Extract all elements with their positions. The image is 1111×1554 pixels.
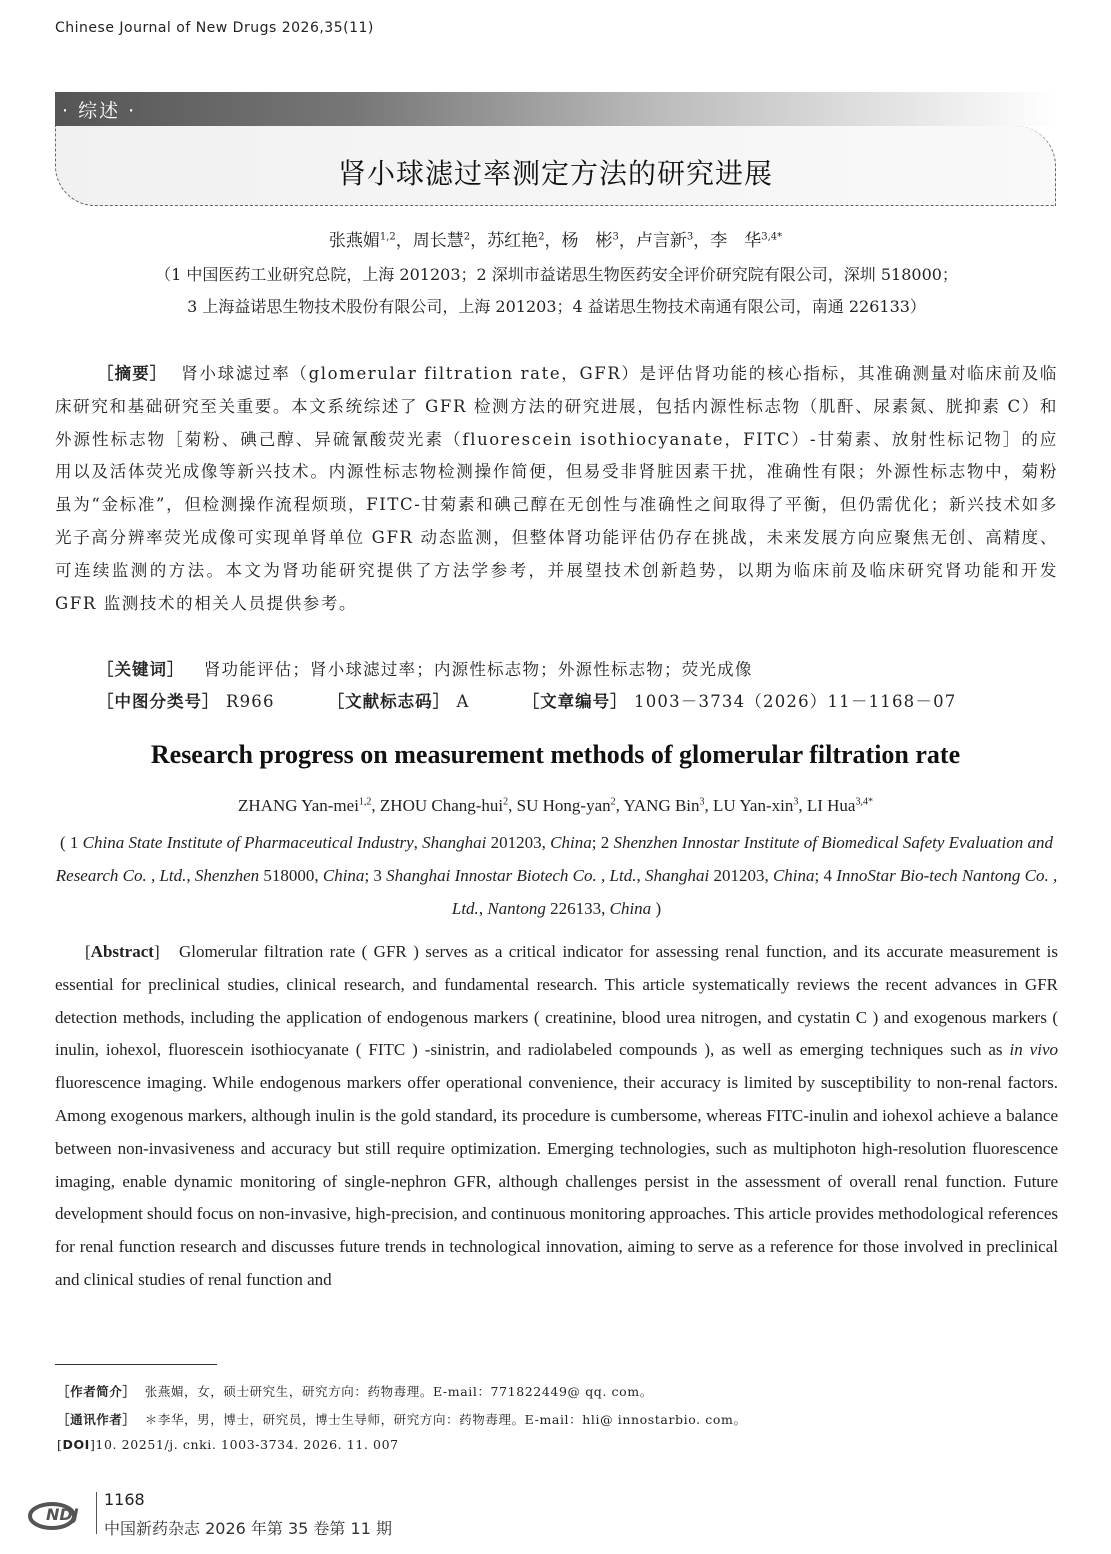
en-author-affil-sup: 3: [699, 796, 705, 808]
footnote-doi: [DOI]10. 20251/j. cnki. 1003-3734. 2026. 11. 007: [57, 1437, 399, 1452]
en-author-name: ZHOU Chang-hui: [379, 796, 504, 815]
footer-divider: [96, 1492, 97, 1534]
footnote-doi-label: DOI: [62, 1437, 90, 1452]
cn-author-separator: ，: [618, 231, 636, 251]
doc-code-value: A: [456, 692, 470, 711]
article-no-value: 1003－3734（2026）11－1168－07: [634, 692, 957, 711]
journal-logo-icon: [26, 1492, 92, 1534]
en-authors: [0, 796, 1111, 816]
en-affil-postcode: 201203,: [709, 866, 773, 885]
en-affil-institution: Shanghai Innostar Biotech Co. , Ltd.: [386, 866, 637, 885]
en-affil-country: China: [550, 833, 592, 852]
en-affil-number: 3: [373, 866, 387, 885]
en-affil-institution: InnoStar Bio-tech Nantong Co. , Ltd.: [451, 866, 1058, 918]
footer-journal-name: 中国新药杂志 2026 年第 35 卷第 11 期: [104, 1519, 392, 1538]
en-affil-postcode: 201203,: [486, 833, 551, 852]
cn-author-name: 苏红艳: [487, 231, 539, 251]
cn-abstract-label: ［摘要］: [97, 364, 168, 383]
en-affil-country: China: [609, 899, 652, 918]
keywords-text: 肾功能评估；肾小球滤过率；内源性标志物；外源性标志物；荧光成像: [203, 660, 753, 679]
en-affil-city: Nantong: [487, 899, 546, 918]
en-affil-postcode: 226133,: [545, 899, 610, 918]
cn-author-separator: ，: [470, 231, 488, 251]
footnote-author-label: ［作者简介］: [57, 1384, 136, 1399]
cn-affiliation-line-1: （1 中国医药工业研究总院，上海 201203；2 深圳市益诺思生物医药安全评价研究院有限公司，深圳 518000；: [155, 265, 958, 284]
en-author-affil-sup: 1,2: [358, 796, 372, 808]
en-affil-country: China: [322, 866, 365, 885]
en-abstract-open-bracket: [: [85, 942, 91, 961]
en-affiliations: ( 1 China State Institute of Pharmaceutical Industry, Shanghai 201203, China; 2 Shenzhen Innostar Institute of Biomedical Safety Evaluation and Research Co. , Ltd., Shenzhen 518000, China; 3 Shanghai Innostar Biotech Co. , Ltd., Shanghai 201203, China; 4 InnoStar Bio-tech Nantong Co. , Ltd., Nantong 226133, China ): [55, 833, 1058, 918]
en-author-affil-sup: 2: [610, 796, 616, 808]
en-affil-city: Shenzhen: [194, 866, 260, 885]
en-affil-institution: China State Institute of Pharmaceutical Industry: [82, 833, 414, 852]
footnote-divider: [55, 1364, 217, 1365]
cn-author-name: 李 华: [710, 231, 762, 251]
logo-text: NDJ: [46, 1505, 79, 1524]
footnote-corr-text: ＊李华，男，博士，研究员，博士生导师，研究方向：药物毒理。E-mail：hli@ innostarbio. com。: [144, 1412, 747, 1427]
en-abstract-text-2: fluorescence imaging. While endogenous markers offer operational convenience, their accuracy is limited by susceptibility to non-renal factors. Among exogenous markers, although inulin is the gold standard, its procedure is cumbersome, whereas FITC-inulin and iohexol achieve a balance between non-invasiveness and accuracy but still require optimization. Emerging technologies, such as multiphoton high-resolution fluorescence imaging, enable dynamic monitoring of single-nephron GFR, although challenges persist in the assessment of overall renal function. Future development should focus on non-invasive, high-precision, and continuous monitoring approaches. This article provides methodological references for renal function research and discusses future trends in technological innovation, aiming to serve as a reference for those involved in preclinical and clinical studies of renal function and: [55, 1073, 1058, 1289]
keywords-line: [97, 656, 753, 680]
cn-author-separator: ，: [693, 231, 711, 251]
en-affil-city: Shanghai: [644, 866, 710, 885]
cn-title: 肾小球滤过率测定方法的研究进展: [337, 157, 773, 190]
en-title: Research progress on measurement methods of glomerular filtration rate: [150, 740, 961, 769]
cn-author-affil-sup: 3: [612, 231, 619, 243]
cn-author-separator: ，: [544, 231, 562, 251]
en-author-separator: ,: [508, 796, 517, 815]
footnote-corr-label: ［通讯作者］: [57, 1412, 136, 1427]
en-author-affil-sup: 3,4*: [855, 796, 873, 808]
en-author-name: LI Hua: [806, 796, 856, 815]
en-author-separator: ,: [371, 796, 380, 815]
section-label: · 综述 ·: [62, 100, 137, 122]
en-author-name: YANG Bin: [623, 796, 700, 815]
footnote-author: [57, 1382, 653, 1400]
en-abstract: [55, 936, 1058, 1297]
cn-authors: [0, 226, 1111, 251]
en-abstract-text-1: Glomerular filtration rate ( GFR ) serves as a critical indicator for assessing renal function, and its accurate measurement is essential for preclinical studies, clinical research, and fundamental research. This article systematically reviews the recent advances in GFR detection methods, including the application of endogenous markers ( creatinine, blood urea nitrogen, and cystatin C ) and exogenous markers ( inulin, iohexol, fluorescein isothiocyanate ( FITC ) -sinistrin, and radiolabeled compounds ), as well as emerging techniques such as: [55, 942, 1058, 1060]
cn-author-separator: ，: [395, 231, 413, 251]
cn-author-affil-sup: 2: [538, 231, 545, 243]
en-affil-number: 2: [600, 833, 614, 852]
cn-author-name: 周长慧: [412, 231, 464, 251]
cn-author-name: 杨 彬: [561, 231, 613, 251]
en-abstract-italic: in vivo: [1009, 1040, 1058, 1060]
footnote-author-text: 张燕媚，女，硕士研究生，研究方向：药物毒理。E-mail：771822449@ qq. com。: [144, 1384, 653, 1399]
footnote-corresponding: [57, 1410, 747, 1428]
en-affil-institution: Shenzhen Innostar Institute of Biomedical Safety Evaluation and Research Co. , Ltd.: [55, 833, 1054, 885]
keywords-label: ［关键词］: [97, 660, 185, 679]
cn-author-name: 张燕媚: [328, 231, 380, 251]
classification-label: ［中图分类号］: [97, 692, 220, 711]
classification-line: [97, 688, 956, 712]
cn-author-affil-sup: 3,4*: [761, 231, 783, 243]
journal-header: Chinese Journal of New Drugs 2026,35(11): [55, 20, 374, 36]
cn-author-affil-sup: 1,2: [379, 231, 396, 243]
doc-code-label: ［文献标志码］: [327, 692, 451, 711]
classification-value: R966: [225, 692, 275, 711]
cn-author-affil-sup: 2: [463, 231, 471, 243]
cn-abstract-text: 肾小球滤过率（glomerular filtration rate，GFR）是评估肾功能的核心指标，其准确测量对临床前及临床研究和基础研究至关重要。本文系统综述了 GFR 检测方法的研究进展，包括内源性标志物（肌酐、尿素氮、胱抑素 C）和外源性标志物［菊粉、碘己醇、异硫氰酸荧光素（fluorescein isothiocyanate，FITC）-甘菊素、放射性标记物］的应用以及活体荧光成像等新兴技术。内源性标志物检测操作简便，但易受非肾脏因素干扰，准确性有限；外源性标志物中，菊粉虽为“金标准”，但检测操作流程烦琐，FITC-甘菊素和碘己醇在无创性与准确性之间取得了平衡，但仍需优化；新兴技术如多光子高分辨率荧光成像可实现单肾单位 GFR 动态监测，但整体肾功能评估仍存在挑战，未来发展方向应聚焦无创、高精度、可连续监测的方法。本文为肾功能研究提供了方法学参考，并展望技术创新趋势，以期为临床前及临床研究肾功能和开发 GFR 监测技术的相关人员提供参考。: [55, 364, 1058, 613]
en-author-name: ZHANG Yan-mei: [238, 796, 359, 815]
en-author-name: SU Hong-yan: [516, 796, 611, 815]
en-abstract-close-bracket: ]: [153, 942, 160, 961]
cn-author-name: 卢言新: [635, 231, 687, 251]
en-author-separator: ,: [615, 796, 624, 815]
en-affil-number: 1: [69, 833, 83, 852]
en-author-separator: ,: [704, 796, 714, 815]
en-affil-postcode: 518000,: [259, 866, 323, 885]
en-abstract-label: Abstract: [90, 942, 154, 961]
article-no-label: ［文章编号］: [522, 692, 628, 711]
page-number: 1168: [104, 1490, 145, 1509]
en-affil-number: 4: [823, 866, 837, 885]
footnote-doi-text: 10. 20251/j. cnki. 1003-3734. 2026. 11. 007: [95, 1437, 399, 1452]
en-affil-country: China: [772, 866, 815, 885]
cn-abstract: [55, 358, 1058, 620]
cn-affiliation-line-2: 3 上海益诺思生物技术股份有限公司，上海 201203；4 益诺思生物技术南通有限公司，南通 226133）: [187, 297, 926, 316]
en-author-separator: ,: [798, 796, 807, 815]
en-author-affil-sup: 2: [503, 796, 509, 808]
cn-author-affil-sup: 3: [686, 231, 694, 243]
en-author-affil-sup: 3: [793, 796, 799, 808]
en-affil-city: Shanghai: [422, 833, 487, 852]
section-band: [55, 92, 1058, 126]
en-author-name: LU Yan-xin: [713, 796, 794, 815]
